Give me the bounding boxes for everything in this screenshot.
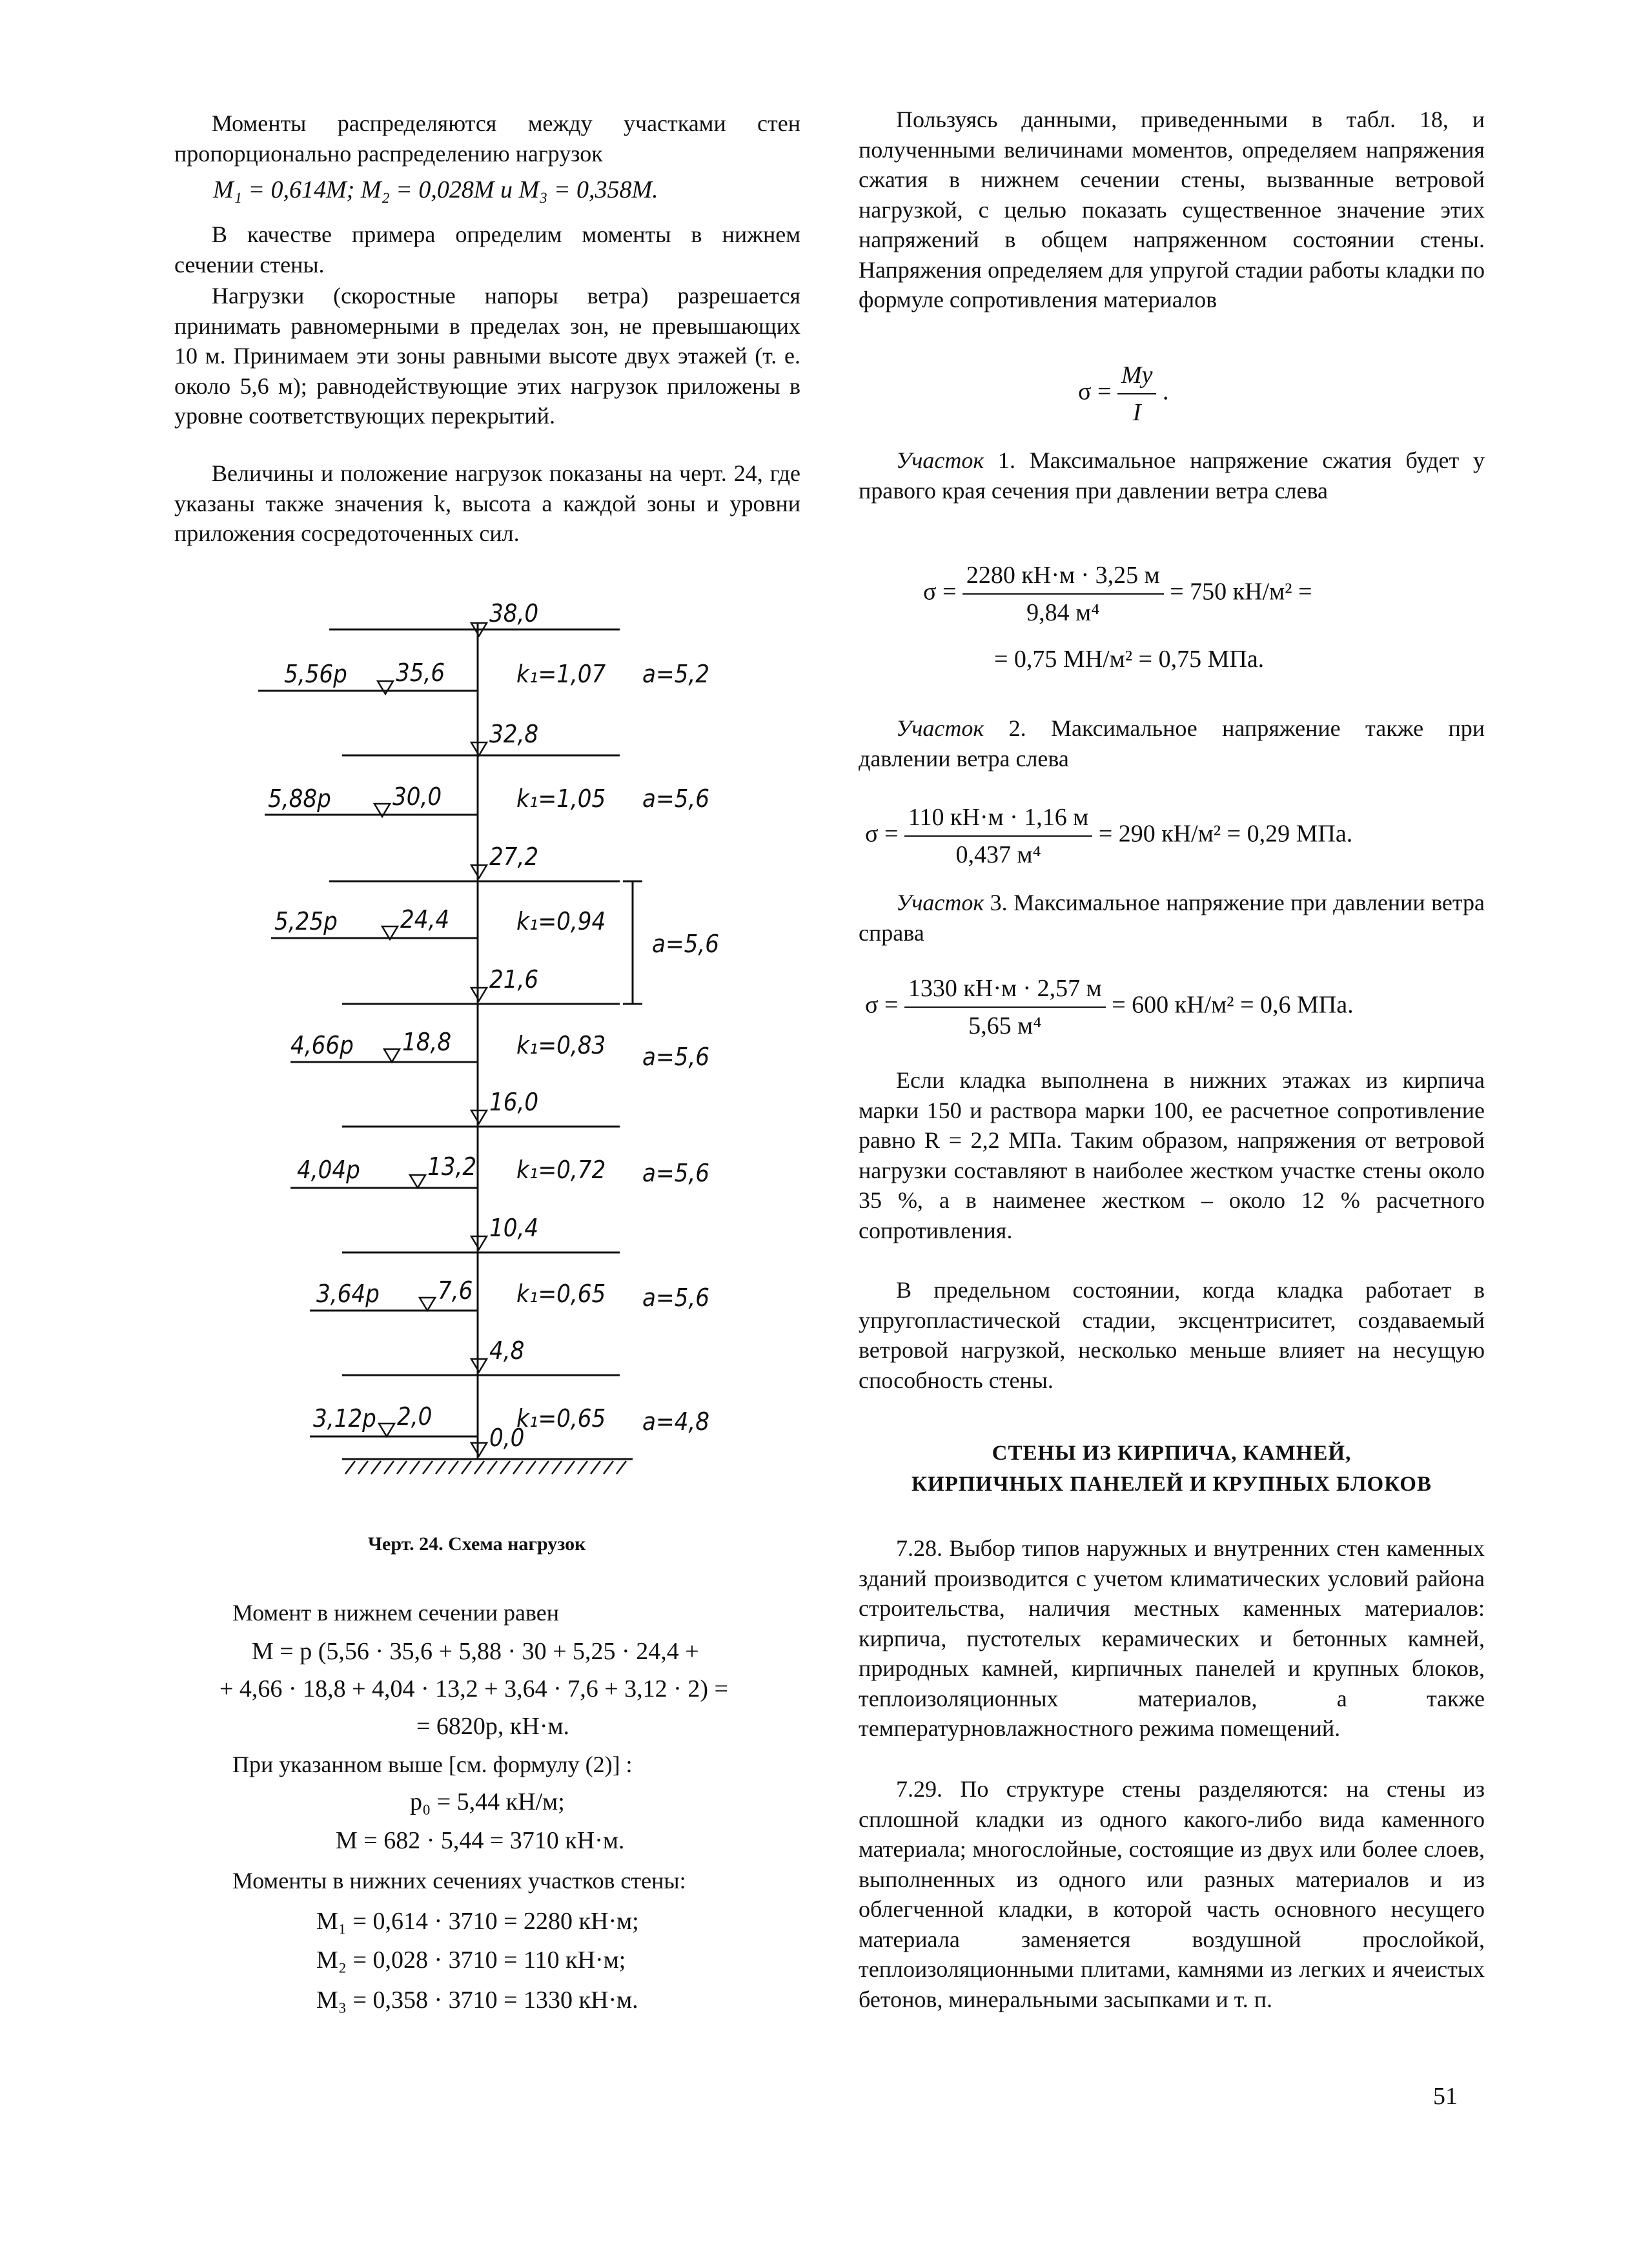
paragraph-stress-method: Пользуясь данными, приведенными в табл. 18, и полученными величинами моментов, определяем напряжения сжатия в нижнем сечении стены, вызванные ветровой нагрузкой, с целью показать существенное значение этих напряжений в общем напряженном состоянии стены. Напряжения определяем для упругой стадии работы кладки по формуле сопротивления материалов bbox=[859, 107, 1485, 312]
k-0-72: k₁=0,72 bbox=[516, 1156, 606, 1184]
moment-intro: Момент в нижнем сечении равен bbox=[232, 1600, 560, 1626]
f2-rhs: = 290 кН/м² = 0,29 МПа. bbox=[1098, 820, 1353, 848]
a-5-6-zone3: a=5,6 bbox=[652, 930, 719, 958]
k-0-65-upper: k₁=0,65 bbox=[516, 1280, 606, 1308]
section-2-label: Участок bbox=[896, 715, 984, 741]
section-2-text: 2. Максимальное напряжение также при давлении ветра слева bbox=[859, 715, 1485, 771]
level-10-4: 10,4 bbox=[489, 1214, 539, 1242]
formula-reference: При указанном выше [см. формулу (2)] : bbox=[232, 1752, 633, 1777]
paragraph-section-3 bbox=[859, 888, 1485, 948]
moment-formula-line3: = 6820p, кН·м. bbox=[416, 1713, 570, 1740]
load-3-64p: 3,64p bbox=[316, 1280, 380, 1308]
f1-lhs: σ = bbox=[923, 578, 957, 606]
moment-formula-line2: + 4,66 · 18,8 + 4,04 · 13,2 + 3,64 · 7,6 + 3,12 · 2) = bbox=[219, 1675, 728, 1702]
paragraph-moments-distribution: Моменты распределяются между участками стен пропорционально распределению нагрузок bbox=[174, 110, 800, 167]
sigma-end: . bbox=[1162, 378, 1169, 405]
moment-total: M = 682 · 5,44 = 3710 кН·м. bbox=[336, 1827, 625, 1854]
a-5-6-zone2: a=5,6 bbox=[642, 784, 709, 813]
a-5-2: a=5,2 bbox=[642, 660, 709, 688]
level-38-0: 38,0 bbox=[489, 599, 539, 628]
sigma-denominator: I bbox=[1132, 399, 1141, 426]
level-13-2: 13,2 bbox=[427, 1152, 477, 1181]
level-21-6: 21,6 bbox=[489, 965, 539, 994]
section-moments-intro: Моменты в нижних сечениях участков стены: bbox=[232, 1868, 686, 1894]
section-1-label: Участок bbox=[896, 447, 984, 473]
a-5-6-zone6: a=5,6 bbox=[642, 1283, 709, 1312]
formula-section-2 bbox=[865, 801, 1352, 872]
f2-numerator: 110 кН·м · 1,16 м bbox=[904, 801, 1092, 837]
load-5-88p: 5,88p bbox=[268, 784, 331, 813]
level-2-0: 2,0 bbox=[397, 1402, 433, 1431]
f3-fraction bbox=[904, 972, 1106, 1043]
f3-lhs: σ = bbox=[865, 991, 899, 1019]
f2-fraction bbox=[904, 801, 1092, 872]
level-24-4: 24,4 bbox=[400, 905, 450, 934]
f3-denominator: 5,65 м⁴ bbox=[968, 1012, 1042, 1039]
f3-numerator: 1330 кН·м · 2,57 м bbox=[904, 972, 1106, 1008]
k-0-94: k₁=0,94 bbox=[516, 907, 606, 935]
f2-denominator: 0,437 м⁴ bbox=[955, 841, 1041, 868]
sigma-fraction bbox=[1117, 358, 1157, 429]
moment-formula-line1: M = p (5,56 · 35,6 + 5,88 · 30 + 5,25 · 24,4 + bbox=[252, 1638, 699, 1665]
load-3-12p: 3,12p bbox=[313, 1404, 376, 1433]
figure-caption: Черт. 24. Схема нагрузок bbox=[368, 1533, 586, 1555]
f3-rhs: = 600 кН/м² = 0,6 МПа. bbox=[1112, 991, 1354, 1019]
paragraph-section-2 bbox=[859, 713, 1485, 773]
paragraph-section-1 bbox=[859, 445, 1485, 506]
paragraph-example: В качестве примера определим моменты в нижнем сечении стены. bbox=[174, 221, 800, 278]
level-32-8: 32,8 bbox=[489, 720, 539, 748]
a-5-6-zone5: a=5,6 bbox=[642, 1159, 709, 1187]
f1-fraction bbox=[962, 558, 1164, 629]
formula-sigma-general bbox=[1078, 358, 1168, 429]
f2-lhs: σ = bbox=[865, 820, 899, 848]
level-27-2: 27,2 bbox=[489, 843, 539, 871]
section-heading-line1: СТЕНЫ ИЗ КИРПИЧА, КАМНЕЙ, bbox=[992, 1442, 1352, 1465]
level-7-6: 7,6 bbox=[438, 1276, 473, 1305]
formula-section-1 bbox=[923, 558, 1312, 629]
section-1-text: 1. Максимальное напряжение сжатия будет у правого края сечения при давлении ветра слева bbox=[859, 447, 1485, 504]
moment-m2: M₂ = 0,028 · 3710 = 110 кН·м; bbox=[316, 1946, 626, 1974]
k-0-65-lower: k₁=0,65 bbox=[516, 1404, 606, 1433]
f1-numerator: 2280 кН·м · 3,25 м bbox=[962, 558, 1164, 595]
level-4-8: 4,8 bbox=[489, 1336, 525, 1365]
load-4-66p: 4,66p bbox=[290, 1031, 354, 1059]
level-18-8: 18,8 bbox=[402, 1028, 452, 1056]
moment-m1: M₁ = 0,614 · 3710 = 2280 кН·м; bbox=[316, 1908, 639, 1935]
sigma-lhs: σ = bbox=[1078, 378, 1112, 405]
level-16-0: 16,0 bbox=[489, 1088, 539, 1116]
f1-rhs: = 750 кН/м² = bbox=[1170, 578, 1312, 606]
formula-section-1-result: = 0,75 МН/м² = 0,75 МПа. bbox=[994, 646, 1265, 673]
level-35-6: 35,6 bbox=[396, 659, 445, 687]
formula-moment-ratios: M₁ = 0,614M; M₂ = 0,028M и M₃ = 0,358M. bbox=[213, 176, 658, 203]
load-4-04p: 4,04p bbox=[297, 1156, 360, 1184]
section-3-text: 3. Максимальное напряжение при давлении ветра справа bbox=[859, 890, 1485, 946]
load-5-25p: 5,25p bbox=[274, 907, 338, 935]
paragraph-7-29: 7.29. По структуре стены разделяются: на стены из сплошной кладки из одного какого-либо вида каменного материала; многослойные, состоящие из двух или более слоев, выполненных из одного или разных материалов и из облегченной кладки, в которой часть основного несущего материала заменяется воздушной прослойкой, теплоизоляционными плитами, камнями из легких и ячеистых бетонов, минеральными засыпками и т. п. bbox=[859, 1776, 1485, 2012]
p0-value: p₀ = 5,44 кН/м; bbox=[410, 1788, 565, 1815]
paragraph-7-28: 7.28. Выбор типов наружных и внутренних стен каменных зданий производится с учетом климатических условий района строительства, наличия местных каменных материалов: кирпича, пустотелых керамических и бетонных камней, природных камней, кирпичных панелей и крупных блоков, теплоизоляционных материалов, а также температурновлажностного режима помещений. bbox=[859, 1535, 1485, 1741]
paragraph-masonry-strength: Если кладка выполнена в нижних этажах из кирпича марки 150 и раствора марки 100, ее расчетное сопротивление равно R = 2,2 МПа. Таким образом, напряжения от ветровой нагрузки составляют в наиболее жестком участке стены около 35 %, а в наименее жестком – около 12 % расчетного сопротивления. bbox=[859, 1067, 1485, 1243]
page-number: 51 bbox=[1433, 2083, 1458, 2110]
load-5-56p: 5,56p bbox=[284, 660, 347, 688]
load-scheme-diagram bbox=[245, 584, 749, 1507]
formula-section-3 bbox=[865, 972, 1354, 1043]
k-1-05: k₁=1,05 bbox=[516, 784, 606, 813]
k-1-07: k₁=1,07 bbox=[516, 660, 606, 688]
f1-denominator: 9,84 м⁴ bbox=[1026, 599, 1100, 626]
level-0-0: 0,0 bbox=[489, 1424, 525, 1452]
moment-m3: M₃ = 0,358 · 3710 = 1330 кН·м. bbox=[316, 1987, 638, 2014]
section-heading-line2: КИРПИЧНЫХ ПАНЕЛЕЙ И КРУПНЫХ БЛОКОВ bbox=[912, 1473, 1432, 1496]
paragraph-limit-state: В предельном состоянии, когда кладка работает в упругопластической стадии, эксцентриситет, создаваемый ветровой нагрузкой, несколько меньше влияет на несущую способность стены. bbox=[859, 1277, 1485, 1393]
sigma-numerator: My bbox=[1117, 358, 1157, 394]
paragraph-load-values: Величины и положение нагрузок показаны на черт. 24, где указаны также значения k, высота a каждой зоны и уровни приложения сосредоточенных сил. bbox=[174, 460, 800, 546]
level-30-0: 30,0 bbox=[392, 782, 442, 811]
a-4-8: a=4,8 bbox=[642, 1407, 709, 1436]
paragraph-loads: Нагрузки (скоростные напоры ветра) разрешается принимать равномерными в пределах зон, не превышающих 10 м. Принимаем эти зоны равными высоте двух этажей (т. е. около 5,6 м); равнодействующие этих нагрузок приложены в уровне соответствующих перекрытий. bbox=[174, 283, 800, 429]
a-5-6-zone4: a=5,6 bbox=[642, 1043, 709, 1071]
k-0-83: k₁=0,83 bbox=[516, 1031, 606, 1059]
section-3-label: Участок bbox=[896, 890, 984, 915]
